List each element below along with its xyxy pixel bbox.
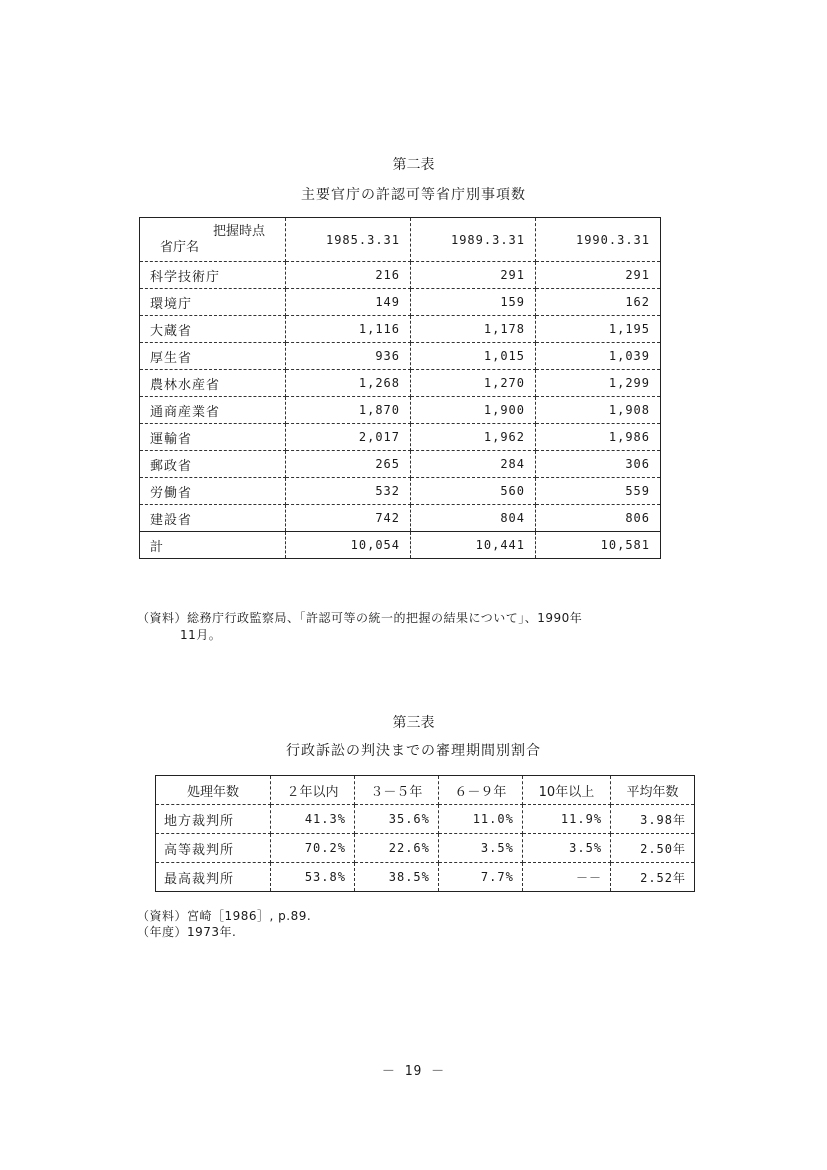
table1-total-row (140, 532, 661, 559)
table1-cell: 1,908 (536, 397, 661, 424)
table1-cell: 291 (411, 262, 536, 289)
agency-name: 厚生省 (140, 343, 286, 370)
agency-name: 農林水産省 (140, 370, 286, 397)
table1-row (140, 478, 661, 505)
table2-cell: 41.3% (271, 805, 355, 834)
table2-title: 行政訴訟の判決までの審理期間別割合 (286, 743, 541, 759)
table1-cell: 1,900 (411, 397, 536, 424)
source-line: 11月。 (180, 628, 222, 642)
table1-cell: 10,581 (536, 532, 661, 559)
table1-cell: 216 (286, 262, 411, 289)
table1-column-header: 1990.3.31 (536, 218, 661, 262)
table1-cell: 804 (411, 505, 536, 532)
table2-row (156, 863, 695, 892)
table1-row (140, 451, 661, 478)
table1-column-header: 1985.3.31 (286, 218, 411, 262)
table2-source-note (137, 908, 311, 940)
table1-cell: 159 (411, 289, 536, 316)
corner-bottom-label: 省庁名 (160, 239, 200, 255)
table2-cell: 11.0% (438, 805, 522, 834)
table1-cell: 742 (286, 505, 411, 532)
table2-cell: 70.2% (271, 834, 355, 863)
agency-name: 通商産業省 (140, 397, 286, 424)
table2-row (156, 805, 695, 834)
agency-name: 大蔵省 (140, 316, 286, 343)
table1-row (140, 289, 661, 316)
table1-cell: 806 (536, 505, 661, 532)
table1-row (140, 316, 661, 343)
table2-row (156, 834, 695, 863)
table1-source-note (137, 610, 727, 644)
table1-row (140, 370, 661, 397)
corner-top-label: 把握時点 (212, 223, 265, 239)
court-name: 最高裁判所 (156, 863, 271, 892)
year-line: （年度）1973年. (137, 925, 237, 939)
table1-cell: 1,178 (411, 316, 536, 343)
total-label: 計 (140, 532, 286, 559)
table1-cell: 291 (536, 262, 661, 289)
table2-cell: 2.50年 (611, 834, 695, 863)
agency-name: 郵政省 (140, 451, 286, 478)
table2-cell: 11.9% (522, 805, 610, 834)
table1-cell: 1,270 (411, 370, 536, 397)
table1-row (140, 505, 661, 532)
table1-cell: 559 (536, 478, 661, 505)
table1-number: 第二表 (392, 157, 435, 173)
table2-column-header: 処理年数 (156, 776, 271, 805)
table2-cell: 3.5% (522, 834, 610, 863)
table1-row (140, 343, 661, 370)
table1-row (140, 424, 661, 451)
table1-cell: 1,195 (536, 316, 661, 343)
court-name: 地方裁判所 (156, 805, 271, 834)
page-number: － 19 － (381, 1064, 446, 1079)
table2-cell: 3.98年 (611, 805, 695, 834)
table1-cell: 306 (536, 451, 661, 478)
table1-cell: 1,962 (411, 424, 536, 451)
table2-header-row (156, 776, 695, 805)
table2-cell: －－ (522, 863, 610, 892)
table2-column-header: ３－５年 (354, 776, 438, 805)
table1-cell: 2,017 (286, 424, 411, 451)
table1-column-header: 1989.3.31 (411, 218, 536, 262)
table2-cell: 35.6% (354, 805, 438, 834)
table2-cell: 53.8% (271, 863, 355, 892)
table1-cell: 265 (286, 451, 411, 478)
agency-name: 建設省 (140, 505, 286, 532)
agency-name: 環境庁 (140, 289, 286, 316)
table1-cell: 10,054 (286, 532, 411, 559)
agency-name: 科学技術庁 (140, 262, 286, 289)
source-line: （資料）宮崎［1986］, p.89. (137, 909, 312, 923)
table1-title: 主要官庁の許認可等省庁別事項数 (301, 187, 526, 203)
table2-column-header: 10年以上 (522, 776, 610, 805)
table1-cell: 1,268 (286, 370, 411, 397)
table1-corner-header (140, 218, 286, 262)
table1 (139, 217, 661, 559)
table2-cell: 7.7% (438, 863, 522, 892)
table2-column-header: 平均年数 (611, 776, 695, 805)
table1-cell: 149 (286, 289, 411, 316)
table1-cell: 1,870 (286, 397, 411, 424)
table1-cell: 1,015 (411, 343, 536, 370)
table2-cell: 2.52年 (611, 863, 695, 892)
table1-cell: 284 (411, 451, 536, 478)
table1-cell: 560 (411, 478, 536, 505)
table2-cell: 3.5% (438, 834, 522, 863)
table1-cell: 532 (286, 478, 411, 505)
table1-row (140, 397, 661, 424)
agency-name: 労働省 (140, 478, 286, 505)
table1-cell: 1,299 (536, 370, 661, 397)
table2 (155, 775, 695, 892)
table2-cell: 22.6% (354, 834, 438, 863)
table2-number: 第三表 (392, 715, 435, 731)
table2-cell: 38.5% (354, 863, 438, 892)
table1-cell: 1,116 (286, 316, 411, 343)
table1-cell: 10,441 (411, 532, 536, 559)
table1-row (140, 262, 661, 289)
court-name: 高等裁判所 (156, 834, 271, 863)
table2-column-header: ６－９年 (438, 776, 522, 805)
source-line: （資料）総務庁行政監察局、「許認可等の統一的把握の結果について」、1990年 (137, 611, 583, 625)
table1-cell: 162 (536, 289, 661, 316)
agency-name: 運輸省 (140, 424, 286, 451)
table1-cell: 1,039 (536, 343, 661, 370)
table1-cell: 936 (286, 343, 411, 370)
table1-cell: 1,986 (536, 424, 661, 451)
table1-header-row (140, 218, 661, 262)
table2-column-header: ２年以内 (271, 776, 355, 805)
